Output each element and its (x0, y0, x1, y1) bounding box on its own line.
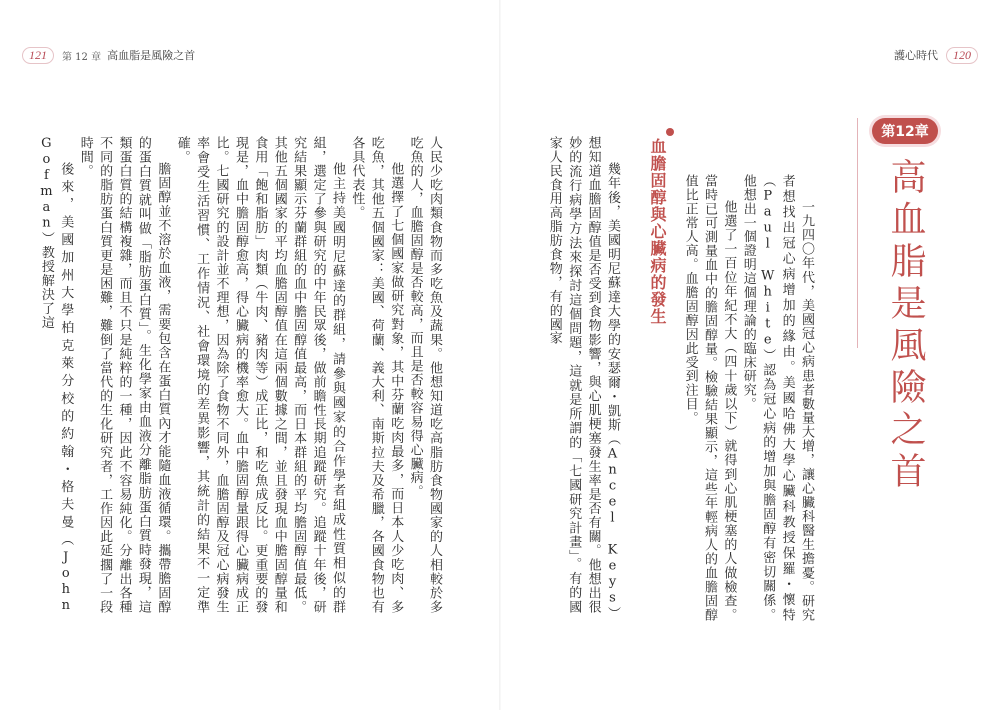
section-heading-dot (666, 128, 674, 136)
left-paragraph-5: 後來，美國加州大學柏克萊分校的約翰・格夫曼（John Gofman）教授解決了這 (38, 136, 74, 614)
left-paragraph-3: 他主持美國明尼蘇達的群組，請參與國家的合作學者組成性質相似的群組，選定了參與研究的中年民眾後，做前瞻性長期追蹤研究。追蹤十年後，研究結果顯示芬蘭群組的血中膽固醇值最高，而日本群組的平均膽固醇值最低。其他五個國家的平均血膽固醇值在這兩個數據之間，並且發現血中膽固醇量和食用「飽和脂肪」肉類（牛肉、豬肉等）成正比，和吃魚成反比。更重要的發現是，血中膽固醇愈高，得心臟病的機率愈大。血中膽固醇量跟得心臟病成正比。七國研究的設計並不理想，因為除了食物不同外，血膽固醇及冠心病發生率會受生活習慣、工作情況、社會環境的差異影響，其統計的結果不一定準確。 (174, 136, 345, 614)
right-page-section-body (507, 136, 622, 614)
chapter-badge: 第12章 (872, 118, 938, 144)
section-paragraph-1: 幾年後，美國明尼蘇達大學的安瑟爾・凱斯（Ancel Keys）想知道血膽固醇值是否受到食物影響，與心肌梗塞發生率是否有關。他想出很妙的流行病學方法來探討這個問題，這就是所謂的「七國研究計畫」。有的國家人民食用高脂肪食物，有的國家 (546, 136, 620, 614)
left-header-chapter: 第 12 章 (62, 51, 102, 63)
chapter-title: 高血脂是風險之首 (885, 158, 926, 494)
right-header-title: 護心時代 (894, 49, 938, 62)
right-page-number: 120 (946, 47, 978, 64)
left-page-body (38, 136, 444, 614)
right-running-header (894, 46, 978, 64)
intro-paragraph-2: 他選了一百位年紀不大（四十歲以下）就得到心肌梗塞的人做檢查。當時已可測量血中的膽固醇量。檢驗結果顯示，這些年輕病人的血膽固醇值比正常人高。血膽固醇因此受到注目。 (682, 174, 737, 622)
chapter-divider-line (857, 118, 858, 348)
left-paragraph-2: 他選擇了七個國家做研究對象，其中芬蘭吃肉最多，而日本人少吃肉、多吃魚，其他五個國家：美國、荷蘭、義大利、南斯拉夫及希臘，各國食物也有各具代表性。 (349, 136, 404, 614)
left-paragraph-4: 膽固醇並不溶於血液，需要包含在蛋白質內才能隨血液循環。攜帶膽固醇的蛋白質就叫做「脂肪蛋白質」。生化學家由血液分離脂肪蛋白質時發現，這類蛋白質的結構複雜，而且不只是純粹的一種，因此不容易純化。分離出各種不同的脂肪蛋白質更是困難，難倒了當代的生化研究者，工作因此延擱了一段時間。 (77, 136, 171, 614)
left-page-number: 121 (22, 47, 54, 64)
page-gutter (499, 0, 501, 710)
left-header-title: 高血脂是風險之首 (107, 49, 196, 62)
section-heading: 血膽固醇與心臟病的發生 (648, 138, 667, 325)
intro-paragraph-1: 一九四〇年代，美國冠心病患者數量大增，讓心臟科醫生擔憂。研究者想找出冠心病增加的緣由。美國哈佛大學心臟科教授保羅・懷特（Paul White）認為冠心病的增加與膽固醇有密切關係。他想出一個證明這個理論的臨床研究。 (740, 174, 814, 622)
left-running-header (22, 46, 195, 64)
left-paragraph-1: 人民少吃肉類食物而多吃魚及蔬果。他想知道吃高脂肪食物國家的人相較於多吃魚的人，血膽固醇是否較高，而且是否較容易得心臟病。 (407, 136, 442, 614)
